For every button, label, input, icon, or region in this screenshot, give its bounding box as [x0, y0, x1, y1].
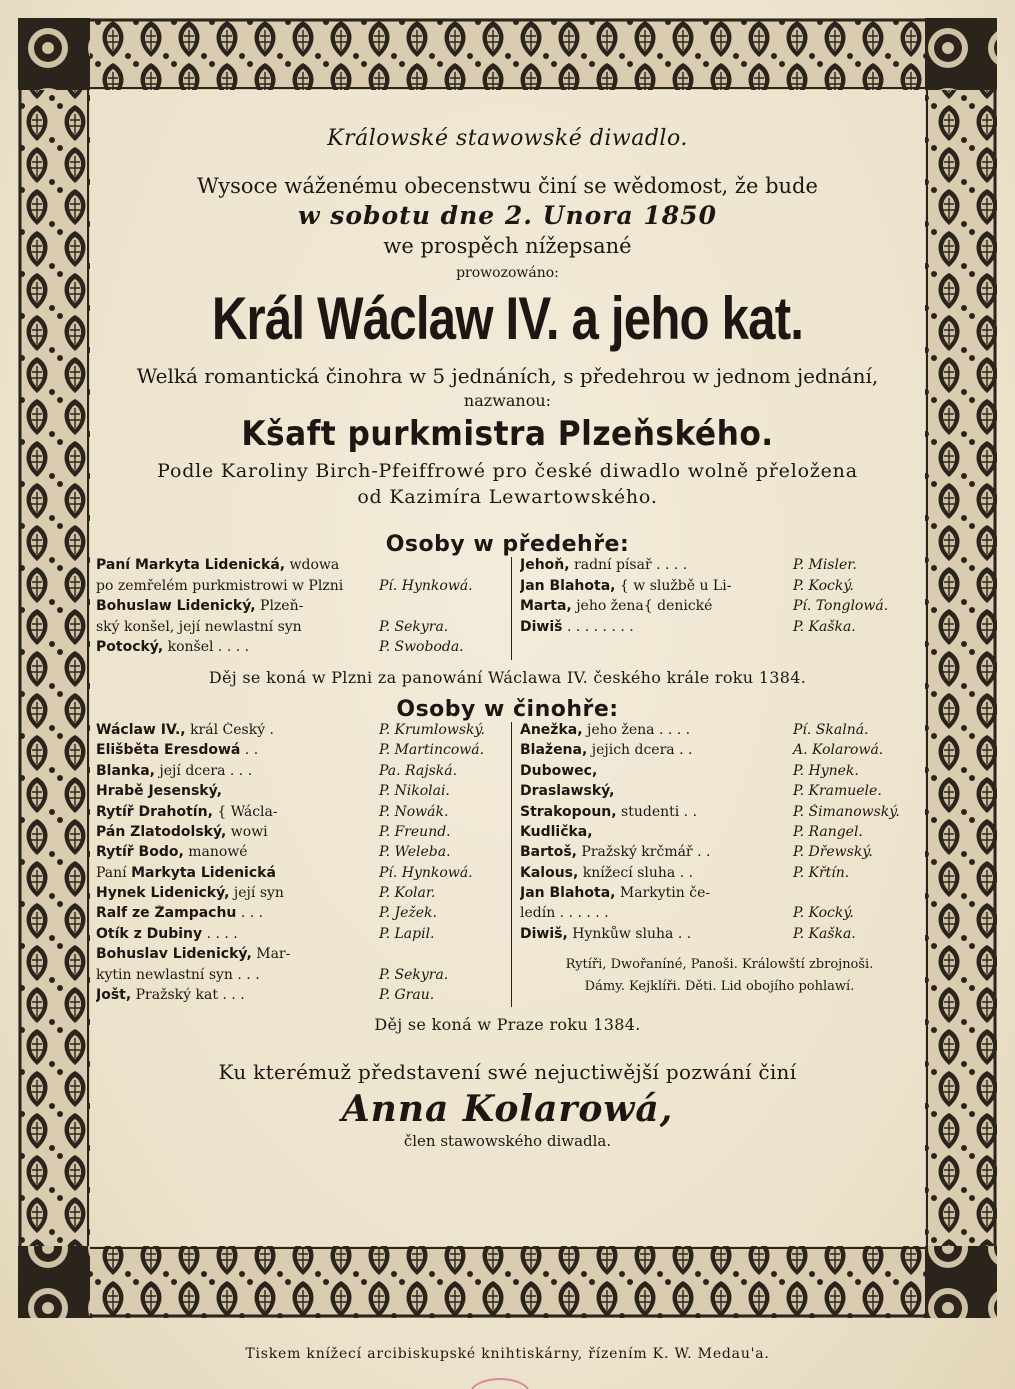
extras: [520, 946, 919, 998]
cast-row: [520, 619, 919, 640]
drama-cast-right-wrap: [512, 722, 925, 1007]
cast-row: [96, 722, 505, 742]
cast-row: [96, 598, 505, 619]
actor-name: P. Krumlowský.: [379, 721, 485, 738]
cast-row: [96, 742, 505, 762]
role-description: Markytin če-: [615, 885, 711, 902]
role: [96, 639, 379, 655]
actor-name: P. Kolar.: [379, 885, 436, 902]
role: [520, 844, 793, 860]
role: [96, 905, 379, 921]
role: [96, 619, 379, 635]
role: [96, 946, 379, 962]
role-name: Otík z Dubiny: [96, 925, 203, 942]
subtitle-line-1: Welká romantická činohra w 5 jednáních, s předehrou w jednom jednání,: [136, 364, 879, 388]
prelude-cast-right: [512, 557, 925, 660]
cast-row: [520, 578, 919, 599]
actor-name: P. Kramuele.: [793, 783, 882, 800]
role-name: Bartoš,: [520, 844, 577, 861]
role: [520, 926, 793, 942]
role-name: Strakopoun,: [520, 803, 617, 820]
actor-name: P. Nowák.: [379, 803, 449, 820]
role: [520, 865, 793, 881]
role: [96, 763, 379, 779]
role-description: Pražský kat . . .: [131, 987, 245, 1004]
actor-name: P. Misler.: [793, 557, 857, 573]
role-description: po zemřelém purkmistrowi w Plzni: [96, 577, 344, 594]
role: [520, 885, 793, 901]
play-title: Král Wáclaw IV. a jeho kat.: [211, 285, 804, 352]
role-description: radní písař . . . .: [569, 557, 688, 573]
role-description: manowé: [183, 844, 248, 861]
role-description: jeho žena{ denické: [571, 598, 713, 615]
role-description: kytin newlastní syn . . .: [96, 966, 260, 983]
role-description: . . .: [236, 905, 264, 922]
cast-row: [520, 722, 919, 742]
role-name: Jehoň,: [520, 557, 570, 573]
cast-row: [96, 804, 505, 824]
cast-row: [520, 742, 919, 762]
actor-name: P. Ježek.: [379, 905, 437, 922]
cast-row: [520, 905, 919, 925]
credit-line-2: od Kazimíra Lewartowského.: [357, 486, 658, 508]
role: [520, 598, 793, 614]
actor-name: P. Lapil.: [379, 925, 435, 942]
role-name: Blažena,: [520, 742, 588, 759]
role-name: Dubowec,: [520, 762, 598, 779]
role-description: Mar-: [251, 946, 291, 963]
role: [520, 905, 793, 921]
actor-name: P. Sekyra.: [379, 618, 449, 635]
announcement: Wysoce wáženému obecenstwu činí se wědomost, že bude: [197, 174, 818, 198]
prelude-cast-heading: Osoby w předehře:: [385, 532, 630, 557]
role: [96, 926, 379, 942]
role-name: Bohuslav Lidenický,: [96, 946, 252, 963]
cast-row: [96, 824, 505, 844]
cast-row: [520, 557, 919, 578]
role-name: Diwiš: [520, 618, 563, 635]
cast-row: [96, 619, 505, 640]
role: [96, 967, 379, 983]
role-description: wowi: [226, 823, 268, 840]
role-description: wdowa: [285, 557, 340, 573]
role-name: Blanka,: [96, 762, 155, 779]
printer-line: Tiskem knížecí arcibiskupské knihtiskárny, řízením K. W. Medau'a.: [245, 1346, 770, 1362]
role-description: jeho žena . . . .: [582, 721, 691, 738]
cast-row: [520, 824, 919, 844]
role: [96, 865, 379, 881]
cast-row: [96, 967, 505, 987]
drama-cast-heading: Osoby w činohře:: [396, 696, 619, 722]
actor-name: P. Kaška.: [793, 925, 856, 942]
cast-row: [96, 783, 505, 803]
actor-name: P. Martincowá.: [379, 742, 485, 759]
role: [520, 763, 793, 779]
cast-row: [520, 844, 919, 864]
role-description: . .: [240, 742, 259, 759]
cast-row: [96, 639, 505, 660]
cast-row: [96, 865, 505, 885]
role: [96, 557, 379, 573]
actor-name: Pí. Hynkowá.: [379, 864, 473, 881]
role: [520, 578, 793, 594]
prelude-title: Kšaft purkmistra Plzeňského.: [241, 414, 774, 454]
role-name: Paní Markyta Lidenická,: [96, 557, 286, 573]
role: [96, 783, 379, 799]
role-name: Kudlička,: [520, 823, 593, 840]
role-name: Draslawský,: [520, 783, 615, 800]
drama-cast-right: [520, 722, 919, 946]
cast-row: [520, 763, 919, 783]
beneficiary-role: člen stawowského diwadla.: [403, 1132, 612, 1151]
cast-row: [96, 946, 505, 966]
role-name: Rytíř Drahotín,: [96, 803, 213, 820]
subtitle-line-2: nazwanou:: [463, 391, 552, 410]
actor-name: P. Grau.: [379, 987, 435, 1004]
role: [96, 824, 379, 840]
actor-name: P. Křtín.: [793, 864, 850, 881]
actor-name: P. Freund.: [379, 823, 451, 840]
actor-name: P. Kocký.: [793, 905, 854, 922]
performance-date: w sobotu dne 2. Unora 1850: [298, 201, 717, 230]
role-description: knížecí sluha . .: [578, 864, 694, 881]
role-description: { Wácla-: [212, 803, 278, 820]
cast-row: [520, 598, 919, 619]
role-name: Jan Blahota,: [520, 885, 616, 902]
role-name: Markyta Lidenická: [131, 864, 276, 881]
credit-line-1: Podle Karoliny Birch-Pfeiffrowé pro české diwadlo wolně přeložena: [157, 460, 858, 482]
invitation: Ku kterémuž představení swé nejuctiwější pozwání činí: [218, 1060, 797, 1085]
role: [520, 742, 793, 758]
role-description: její dcera . . .: [154, 762, 253, 779]
actor-name: Pí. Skalná.: [793, 721, 869, 738]
cast-row: [96, 578, 505, 599]
role-description: Pražský krčmář . .: [576, 844, 711, 861]
cast-row: [520, 865, 919, 885]
drama-setting: Děj se koná w Praze roku 1384.: [374, 1015, 641, 1035]
actor-name: P. Dřewský.: [793, 844, 873, 861]
actor-name: Pa. Rajská.: [379, 762, 458, 779]
role-description: . . . . . . . .: [562, 618, 634, 635]
role: [520, 783, 793, 799]
role-description: ský konšel, její newlastní syn: [96, 618, 302, 635]
actor-name: P. Swoboda.: [379, 639, 464, 656]
cast-row: [520, 885, 919, 905]
theatre-name: Králowské stawowské diwadlo.: [327, 126, 688, 151]
actor-name: P. Rangel.: [793, 823, 863, 840]
role: [520, 619, 793, 635]
cast-row: [96, 763, 505, 783]
cast-row: [96, 557, 505, 578]
actor-name: P. Kaška.: [793, 618, 856, 635]
drama-cast-left: [90, 722, 512, 1007]
cast-row: [520, 926, 919, 946]
actor-name: A. Kolarowá.: [793, 742, 884, 759]
role-name: Wáclaw IV.,: [96, 721, 186, 738]
drama-cast: [90, 722, 925, 1007]
role-description: její syn: [229, 885, 284, 902]
role: [96, 722, 379, 738]
actor-name: P. Sekyra.: [379, 966, 449, 983]
actor-name: P. Šimanowský.: [793, 803, 900, 820]
role: [96, 598, 379, 614]
prelude-cast-left: [90, 557, 512, 660]
role-name: Pán Zlatodolský,: [96, 823, 227, 840]
play-subtitle: [90, 363, 925, 389]
role-name: Potocký,: [96, 639, 164, 656]
role-description: konšel . . . .: [163, 639, 250, 656]
role-description: ledín . . . . . .: [520, 905, 609, 922]
cast-row: [96, 885, 505, 905]
extras-line-1: Rytíři, Dwořaníné, Panoši. Králowští zbrojnoši.: [565, 957, 874, 973]
role-name: Jan Blahota,: [520, 577, 616, 594]
role: [96, 885, 379, 901]
cast-row: [520, 783, 919, 803]
role-description: studenti . .: [616, 803, 698, 820]
role-description: Hynkůw sluha . .: [567, 925, 692, 942]
role: [520, 557, 793, 573]
role-name: Diwiš,: [520, 925, 568, 942]
cast-row: [96, 926, 505, 946]
role: [96, 844, 379, 860]
role-name: Hynek Lidenický,: [96, 885, 230, 902]
prelude-cast: [90, 557, 925, 660]
beneficiary-name: Anna Kolarowá,: [341, 1088, 674, 1131]
actor-name: Pí. Tonglowá.: [793, 598, 889, 615]
role-name: Ralf ze Žampachu: [96, 905, 237, 922]
actor-name: P. Weleba.: [379, 844, 451, 861]
role: [520, 804, 793, 820]
extras-line-2: Dámy. Kejklíři. Děti. Lid obojího pohlawí.: [584, 979, 855, 995]
actor-name: P. Nikolai.: [379, 783, 450, 800]
role-description: jejich dcera . .: [587, 742, 693, 759]
role: [520, 722, 793, 738]
cast-row: [520, 804, 919, 824]
role-name: Hrabě Jesenský,: [96, 783, 222, 800]
role-prefix: Paní: [96, 864, 132, 881]
role-description: { w službě u Li-: [615, 577, 732, 594]
role: [96, 742, 379, 758]
role-name: Bohuslaw Lidenický,: [96, 598, 256, 615]
cast-row: [96, 844, 505, 864]
role: [96, 804, 379, 820]
cast-row: [96, 987, 505, 1007]
role-name: Jošt,: [96, 987, 132, 1004]
performed-label: prowozowáno:: [456, 265, 559, 281]
role-name: Kalous,: [520, 864, 579, 881]
role: [520, 824, 793, 840]
actor-name: P. Hynek.: [793, 762, 859, 779]
actor-name: Pí. Hynkowá.: [379, 577, 473, 594]
role: [96, 578, 379, 594]
prelude-setting: Děj se koná w Plzni za panowání Wáclawa IV. českého krále roku 1384.: [208, 667, 807, 687]
poster-content: [90, 90, 925, 1250]
role-name: Marta,: [520, 598, 572, 615]
role-name: Rytíř Bodo,: [96, 844, 184, 861]
cast-row: [96, 905, 505, 925]
actor-name: P. Kocký.: [793, 577, 854, 594]
role-name: Anežka,: [520, 721, 583, 738]
role-name: Elišběta Eresdowá: [96, 742, 241, 759]
role: [96, 987, 379, 1003]
benefit-line: we prospěch nížepsané: [383, 234, 632, 258]
author-credit: [90, 458, 925, 510]
role-description: . . . .: [202, 925, 238, 942]
role-description: král Český .: [185, 721, 274, 738]
role-description: Plzeň-: [255, 598, 304, 615]
